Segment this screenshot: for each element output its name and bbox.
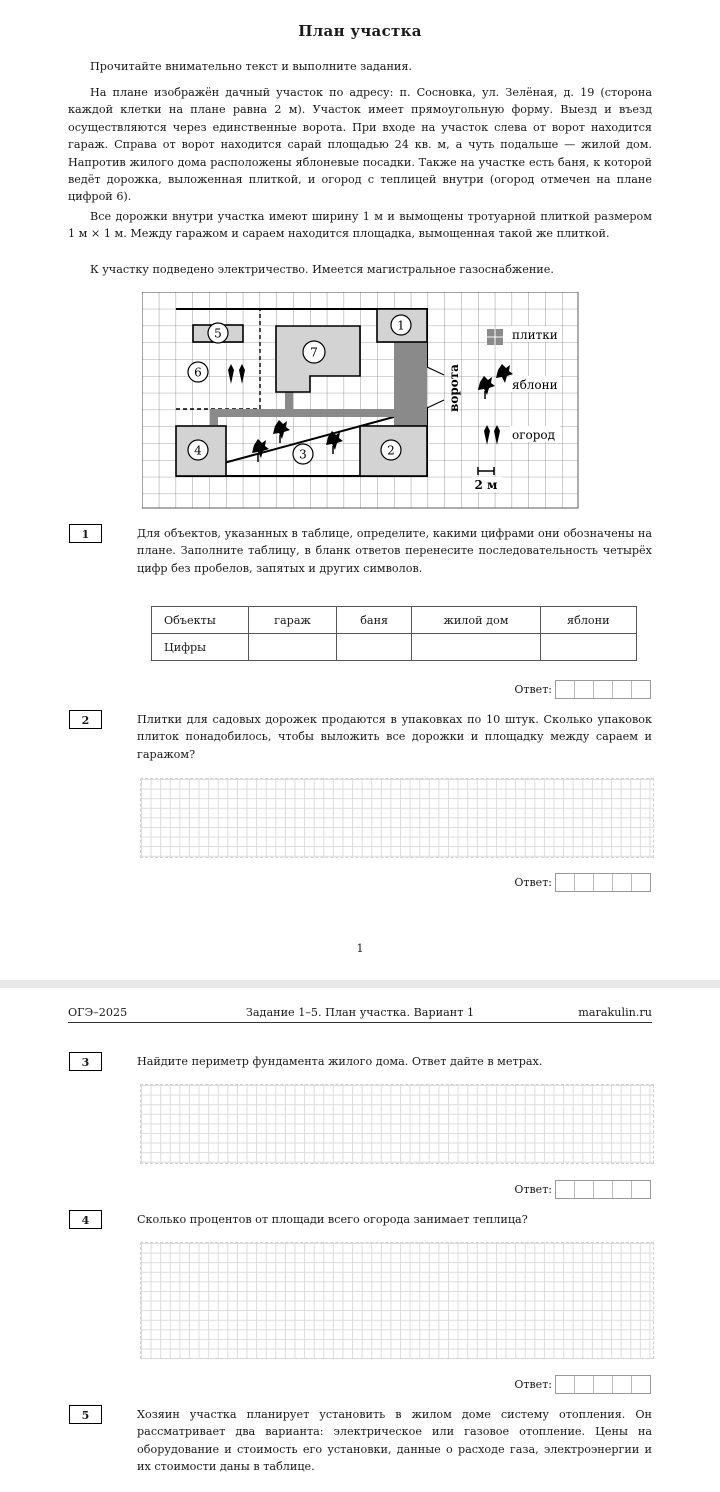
question-text-3: Найдите периметр фундамента жилого дома. Ответ дайте в метрах.	[137, 1055, 543, 1068]
answer-boxes[interactable]	[555, 1375, 651, 1394]
page-number: 1	[356, 942, 364, 955]
svg-text:плитки: плитки	[512, 328, 558, 342]
answer-label: Ответ:	[514, 682, 552, 696]
answer-field-1	[514, 680, 651, 698]
svg-text:6: 6	[194, 365, 202, 380]
gate-label: ворота	[447, 364, 461, 412]
question-number-3: 3	[69, 1052, 102, 1071]
paragraph-3: К участку подведено электричество. Имеется магистральное газоснабжение.	[90, 263, 554, 276]
header-right: marakulin.ru	[578, 1006, 652, 1019]
draft-area-2[interactable]	[140, 778, 654, 858]
draft-area-3[interactable]	[140, 1084, 654, 1164]
header-center: Задание 1–5. План участка. Вариант 1	[245, 1006, 475, 1019]
answer-field-3	[514, 1180, 651, 1198]
answer-label: Ответ:	[514, 875, 552, 889]
table-header-cell: Объекты	[152, 607, 249, 634]
svg-text:5: 5	[214, 326, 222, 341]
draft-area-4[interactable]	[140, 1242, 654, 1359]
svg-text:7: 7	[310, 345, 318, 360]
table-answer-row	[152, 634, 637, 661]
tile-path-to-house	[285, 392, 293, 409]
table-header-cell: баня	[336, 607, 411, 634]
answer-boxes[interactable]	[555, 873, 651, 892]
svg-text:1: 1	[397, 318, 405, 333]
table-answer-cell[interactable]	[540, 634, 636, 661]
tile-path-to-bath	[210, 409, 218, 425]
label-5	[208, 323, 228, 343]
intro-text: Прочитайте внимательно текст и выполните задания.	[90, 60, 412, 73]
svg-text:яблони: яблони	[512, 378, 558, 392]
label-3	[293, 444, 313, 464]
svg-text:2: 2	[387, 443, 395, 458]
table-header-row	[152, 607, 637, 634]
question-text-2: Плитки для садовых дорожек продаются в упаковках по 10 штук. Сколько упаковок плиток понадобилось, чтобы выложить все дорожки и площадку между сараем и гаражом?	[137, 713, 652, 761]
question-text-1: Для объектов, указанных в таблице, определите, какими цифрами они обозначены на плане. Заполните таблицу, в бланк ответов перенесите последовательность четырёх цифр без пробелов, запятых и других символов.	[137, 527, 652, 575]
header-left: ОГЭ–2025	[68, 1006, 128, 1019]
label-1	[391, 315, 411, 335]
label-6	[188, 362, 208, 382]
question-text-5: Хозяин участка планирует установить в жилом доме систему отопления. Он рассматривает два варианта: электрическое или газовое отопление. Цены на оборудование и стоимость его установки, данные о расходе газа, электроэнергии и их стоимости даны в таблице.	[137, 1408, 652, 1474]
label-4	[188, 440, 208, 460]
table-header-cell: яблони	[540, 607, 636, 634]
label-7	[303, 341, 325, 363]
question-number-1: 1	[69, 524, 102, 543]
answer-label: Ответ:	[514, 1377, 552, 1391]
table-row-label: Цифры	[152, 634, 249, 661]
svg-text:огород: огород	[512, 428, 556, 442]
document-title: План участка	[298, 22, 422, 40]
question-number-5: 5	[69, 1405, 102, 1424]
svg-text:2 м: 2 м	[474, 478, 498, 492]
label-2	[381, 440, 401, 460]
objects-table	[151, 606, 637, 661]
table-answer-cell[interactable]	[249, 634, 337, 661]
question-number-2: 2	[69, 710, 102, 729]
answer-field-2	[514, 873, 651, 891]
answer-label: Ответ:	[514, 1182, 552, 1196]
svg-text:3: 3	[299, 447, 307, 462]
table-header-cell: жилой дом	[412, 607, 540, 634]
answer-boxes[interactable]	[555, 1180, 651, 1199]
table-header-cell: гараж	[249, 607, 337, 634]
page-separator	[0, 980, 720, 988]
svg-text:4: 4	[194, 443, 202, 458]
site-plan	[142, 292, 579, 509]
paragraph-1: На плане изображён дачный участок по адресу: п. Сосновка, ул. Зелёная, д. 19 (сторона каждой клетки на плане равна 2 м). Участок имеет прямоугольную форму. Выезд и въезд осуществляются через единственные ворота. При входе на участок слева от ворот находится гараж. Справа от ворот находится сарай площадью 24 кв. м, а чуть подальше — жилой дом. Напротив жилого дома расположены яблоневые посадки. Также на участке есть баня, к которой ведёт дорожка, выложенная плиткой, и огород с теплицей внутри (огород отмечен на плане цифрой 6).	[68, 86, 652, 204]
question-number-4: 4	[69, 1210, 102, 1229]
question-text-4: Сколько процентов от площади всего огорода занимает теплица?	[137, 1213, 528, 1226]
answer-field-4	[514, 1375, 651, 1393]
page-header	[68, 1006, 652, 1023]
tile-path-horizontal	[210, 409, 394, 417]
table-answer-cell[interactable]	[412, 634, 540, 661]
answer-boxes[interactable]	[555, 680, 651, 699]
tile-area	[394, 342, 427, 426]
table-answer-cell[interactable]	[336, 634, 411, 661]
paragraph-2: Все дорожки внутри участка имеют ширину 1 м и вымощены тротуарной плиткой размером 1 м × 1 м. Между гаражом и сараем находится площадка, вымощенная такой же плиткой.	[68, 210, 652, 241]
